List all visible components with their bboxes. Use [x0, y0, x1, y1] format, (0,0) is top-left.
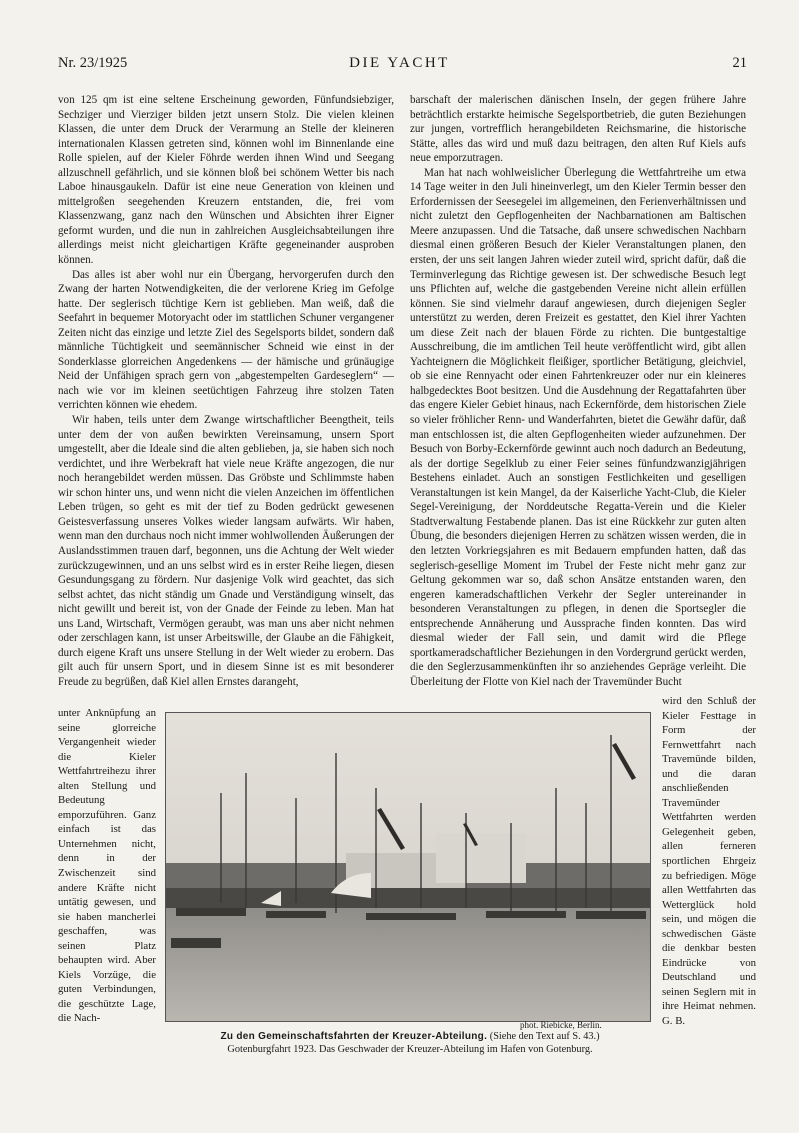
paragraph: von 125 qm ist eine seltene Erscheinung geworden, Fünfundsiebziger, Sechziger und Vierziger bilden jetzt unsern Stolz. Die vielen kleinen Klassen, die unter dem Druck der Verarmung an Stelle der kleineren internationalen Klassen getreten sind, können wohl im Binnenlande eine Rolle spielen, auf der Kieler Föhrde werden ihnen Wind und Seegang allzuschnell gefährlich, und sie können bloß bei schönem Wetter bis nach Laboe hinausgaukeln. Dafür ist eine neue Generation von kleinen und mittelgroßen seegehenden Kreuzern entstanden, die, frei vom Klassenzwang, ganz nach den Wünschen und Absichten ihrer Eigner geformt wurden, und die nun in zahlreichen Ausgleichsabteilungen ihre allerdings meist nicht gleichartigen Kräfte gegeneinander ausproben können.: [58, 94, 394, 267]
caption-description: Gotenburgfahrt 1923. Das Geschwader der Kreuzer-Abteilung im Hafen von Gotenburg.: [227, 1044, 593, 1055]
caption-title: Zu den Gemeinschaftsfahrten der Kreuzer-Abteilung.: [220, 1031, 488, 1042]
photo-caption: [165, 1030, 655, 1056]
issue-number: Nr. 23/1925: [58, 55, 128, 71]
paragraph: Das alles ist aber wohl nur ein Übergang, hervorgerufen durch den Zwang der harten Notwendigkeiten, die der verlorene Krieg im Gefolge hatte. Der seglerisch tüchtige Kern ist geblieben. Man weiß, daß die Seefahrt in bequemer Motoryacht oder im stattlichen Schuner vergangener Zeiten nicht das einzige und letzte Ziel des Segelsports bildet, sondern daß männliche Tüchtigkeit und seemännischer Schneid wie einst in der Sonderklasse glorreichen Angedenkens — der hämische und grünäugige Neid der Unfähigen sprach gern von „abgestempelten Gardeseglern“ — nach wie vor im kleinen seetüchtigen Fahrzeug ihre stolzen Taten verrichten können wie ehedem.: [58, 268, 394, 412]
photo-credit: phot. Riebicke, Berlin.: [520, 1020, 602, 1030]
paragraph: barschaft der malerischen dänischen Inseln, der gegen frühere Jahre beträchtlich erstarkte heimische Segelsportbetrieb, die guten Beziehungen zur jungen, vortrefflich herangebildeten Reichsmarine, die historische Stätte, alles das wird und muß dazu beitragen, den alten Ruf Kiels aufs neue emporzutragen.: [410, 94, 746, 165]
right-column: [410, 93, 746, 689]
left-column: [58, 93, 394, 689]
left-narrow-column: unter Anknüpfung an seine glorreiche Vergangenheit wieder die Kieler Wettfahrtreihezu ihrer alten Stellung und Bedeutung emporzuführen. Ganz einfach ist das Unternehmen nicht, denn in der Zwischenzeit sind andere Kräfte nicht untätig gewesen, und sie haben mancherlei geschaffen, was seinen Platz behaupten wird. Aber Kiels Vorzüge, die guten Verbindungen, die geschützte Lage, die Nach-: [58, 707, 156, 1025]
harbor-photo: [165, 712, 651, 1022]
paragraph: Man hat nach wohlweislicher Überlegung die Wettfahrtreihe um etwa 14 Tage weiter in den Juli hineinverlegt, um den Kieler Termin besser den Erfordernissen der Seesegelei im allgemeinen, den Ferienverhältnissen und nicht zuletzt den Gepflogenheiten der Nachbarnationen am Baltischen Meere anzupassen. Und die Tatsache, daß unsere schwedischen Nachbarn diesmal einen größeren Besuch der Kieler Veranstaltungen planen, den ersten, der uns seit langen Jahren wieder zuteil wird, spricht dafür, daß die Terminverlegung das Richtige gewesen ist. Der schwedische Besuch legt uns Pflichten auf, welche die gastgebenden Vereine nicht allein erfüllen können. Sie sind vielmehr darauf angewiesen, durch diejenigen Segler unterstützt zu werden, deren Freizeit es gestattet, den Kiel ihrer Yachten um diese Zeit nach der blauen Förde zu richten. Die buntgestaltige Ausschreibung, die im amtlichen Teil heute veröffentlicht wird, gibt allen Yachteignern die Möglichkeit fleißiger, sportlicher Betätigung, gleichviel, ob sie eine Rennyacht oder einen Fahrtenkreuzer oder nur ein kleineres halbgedecktes Boot besitzen. Und die Ausdehnung der Regattafahrten über das engere Kieler Gebiet hinaus, nach Eckernförde, dem historischen Ziele so vieler fröhlicher Renn- und Wanderfahrten, bietet die Gewähr dafür, daß man entschlossen ist, die alten Gepflogenheiten wieder aufzunehmen. Der Besuch von Borby-Eckernförde gewinnt auch noch dadurch an Bedeutung, als der dortige Segelklub zu einer Feier seines fünfundzwanzigjährigen Bestehens einladet. Auch an sonstigen Festlichkeiten und geselligen Veranstaltungen ist kein Mangel, da der Kaiserliche Yacht-Club, die Kieler Segel-Vereinigung, der Norddeutsche Regatta-Verein und die Kieler Stadtverwaltung Festabende planen. Das ist eine Rückkehr zur guten alten Übung, die besonders diejenigen Herren zu schätzen wissen werden, die in den letzten Vorkriegsjahren es mit Bedauern empfunden hatten, daß das seglerisch-gesellige Moment im Trubel der Feste nicht mehr ganz zur Geltung gekommen war so, daß schon Ansätze entstanden waren, den engeren kameradschaftlichen Verkehr der Segler untereinander in besonderen Veranstaltungen zu pflegen, in denen die Sportsegler die entsprechende Annäherung und Aussprache finden konnten. Das wird diesmal wieder der Fall sein, und damit wird die Pflege sportkameradschaftlicher Beziehungen in den Vordergrund gerückt werden, die den Seglerzusammenkünften ihr so anziehendes Gepräge verleiht. Die Überleitung der Flotte von Kiel nach der Travemünder Bucht: [410, 166, 746, 688]
caption-reference: (Siehe den Text auf S. 43.): [489, 1031, 600, 1042]
magazine-title: DIE YACHT: [349, 55, 450, 71]
right-narrow-column: wird den Schluß der Kieler Festtage in Form der Fernwettfahrt nach Travemünde bilden, und die daran anschließenden Travemünder Wettfahrten werden Gelegenheit geben, allen ferneren sportlichen Ehrgeiz zu befriedigen. Möge allen Wettfahrten das Wetterglück hold sein, und mögen die schwedischen Gäste die denkbar besten Eindrücke von Deutschland und seinen Seglern mit in ihre Heimat nehmen. G. B.: [662, 695, 756, 1028]
harbor-photo-image: [166, 713, 650, 1021]
paragraph: Wir haben, teils unter dem Zwange wirtschaftlicher Beengtheit, teils unter dem der von außen bewirkten Vereinsamung, unsern Sport umgestellt, aber die Ideale sind die alten geblieben, ja, sie haben sich noch verdichtet, und ihre Werbekraft hat viele neue Kräfte angezogen, die nur noch herangebildet werden müssen. Das Gröbste und Schlimmste haben wir schon hinter uns, und wenn nicht die vielen Anzeichen im öffentlichen Leben trügen, so geht es mit der tief zu Boden gedrückt gewesenen Geistesverfassung unseres Volkes wieder langsam aufwärts. Wir haben, wenn man den durchaus noch nicht immer wohlwollenden Äußerungen der Auslandsstimmen trauen darf, begonnen, uns die Achtung der Welt wieder zurückzugewinnen, und an uns selbst wird es in erster Reihe liegen, diesen Gesundungsgang zu fördern. Nur dasjenige Volk wird geachtet, das sich selbst achtet, das nicht ständig um Gnade und Verständigung winselt, das nicht gewillt und bereit ist, von der Gnade der Feinde zu leben. Man hat uns Land, Wirtschaft, Vermögen geraubt, was man uns aber nicht nehmen oder zerschlagen kann, ist unser Arbeitswille, der Glaube an die Fähigkeit, durch eigene Kraft uns unsere Stellung in der Welt wieder zu erobern. Das gilt auch für unsern Sport, und in diesem Sinne ist es mit besonderer Freude zu begrüßen, daß Kiel allen Ernstes darangeht,: [58, 414, 394, 688]
page-number: 21: [732, 55, 747, 71]
